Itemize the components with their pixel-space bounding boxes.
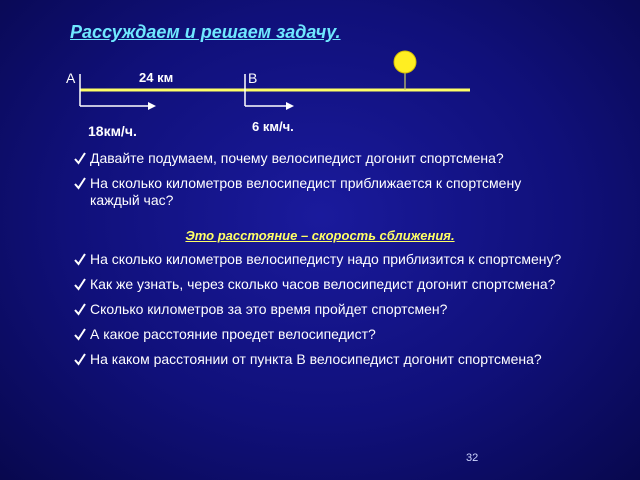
slide-title: Рассуждаем и решаем задачу. bbox=[70, 22, 341, 42]
cyclist-arrowhead bbox=[148, 102, 156, 110]
closing-speed-note: Это расстояние – скорость сближения. bbox=[185, 228, 455, 243]
cyclist-speed-label: 18км/ч. bbox=[88, 123, 137, 139]
list-item bbox=[74, 276, 574, 293]
sun-icon bbox=[394, 51, 416, 73]
distance-label: 24 км bbox=[139, 70, 174, 85]
runner-arrowhead bbox=[286, 102, 294, 110]
runner-speed-label: 6 км/ч. bbox=[252, 119, 294, 134]
question-text: На сколько километров велосипедист приближается к спортсмену каждый час? bbox=[90, 175, 522, 208]
checkmark-icon bbox=[74, 277, 86, 291]
list-item bbox=[74, 301, 574, 318]
question-text: На сколько километров велосипедисту надо приблизится к спортсмену? bbox=[90, 251, 562, 267]
question-text: Давайте подумаем, почему велосипедист догонит спортсмена? bbox=[90, 150, 504, 166]
point-b-label: B bbox=[248, 70, 258, 86]
checkmark-icon bbox=[74, 151, 86, 165]
list-item bbox=[74, 326, 574, 343]
list-item bbox=[74, 175, 574, 209]
question-text: Как же узнать, через сколько часов велосипедист догонит спортсмена? bbox=[90, 276, 556, 292]
list-item bbox=[74, 150, 574, 167]
question-list-top bbox=[74, 150, 574, 217]
checkmark-icon bbox=[74, 327, 86, 341]
list-item bbox=[74, 251, 574, 268]
page-number: 32 bbox=[466, 452, 479, 464]
question-text: На каком расстоянии от пункта В велосипедист догонит спортсмена? bbox=[90, 351, 542, 367]
checkmark-icon bbox=[74, 352, 86, 366]
checkmark-icon bbox=[74, 176, 86, 190]
checkmark-icon bbox=[74, 252, 86, 266]
checkmark-icon bbox=[74, 302, 86, 316]
point-a-label: A bbox=[66, 70, 76, 86]
question-list-bottom bbox=[74, 251, 574, 376]
list-item bbox=[74, 351, 574, 368]
question-text: Сколько километров за это время пройдет спортсмен? bbox=[90, 301, 448, 317]
question-text: А какое расстояние проедет велосипедист? bbox=[90, 326, 376, 342]
